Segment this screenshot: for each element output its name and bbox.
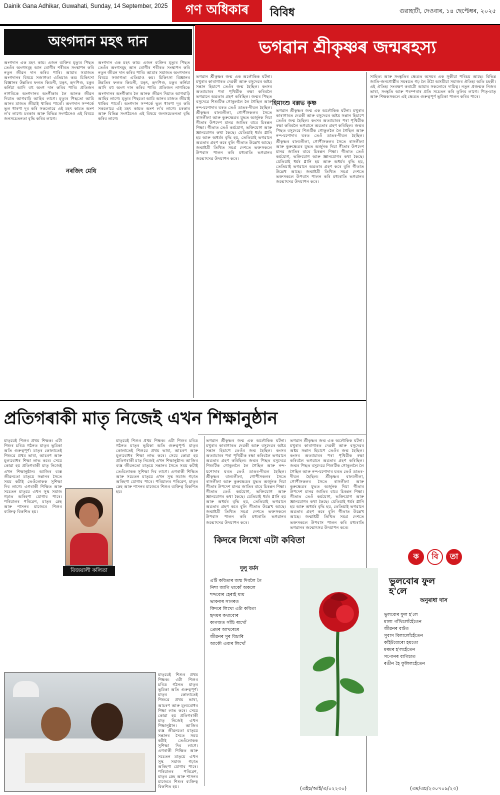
column-divider [204, 436, 205, 786]
poem2-lines: ভুলবোৰ ফুল হ'লে মালা গাঁথিলোঁহেঁতেন জীৱনৰ বাটত সুবাস বিলালোঁহেঁতেন কাঁইটবোৰো হয়তো মৰমৰ হ'লহেঁতেন সপোনৰ বাগিচাত ৰঙীন হৈ ফুলিলহেঁতেন [384, 613, 426, 667]
poem2-author: অনুৰাধা দাস [420, 598, 448, 604]
footer-code-right: (এম/এচ/২৩০৭০৯/২৩) [410, 786, 459, 792]
footer-code-left: (এইচ/আই/এ/০২২৩০) [300, 786, 347, 792]
masthead-date: গুৱাহাটী, দেওবাৰ, ১৪ ছেপ্টেম্বৰ, ২০২৫ [399, 8, 496, 15]
author-photo [65, 488, 113, 566]
krishna-author: হিমাংশু বল্লভ কৃষ্ণ [272, 100, 317, 107]
section-divider [198, 434, 366, 435]
organ-donation-author: নৰজিৎ মেধি [66, 168, 97, 175]
mother-child-photo [4, 672, 156, 792]
mother-article-body-col2: মাতৃয়েই শিশুৰ প্ৰথম শিক্ষক। এটা শিশুৰ চৰিত্ৰ গঠনত মাতৃৰ ভূমিকা অতি গুৰুত্বপূৰ্ণ। মাতৃৰ কোলাতেই শিশুৱে প্ৰথম ভাষা, আচৰণ আৰু মূল্যবোধৰ শিক্ষা লাভ কৰে। সেয়ে কোৱা হয় প্ৰতিগৰাকী মাতৃ নিজেই এখন শিক্ষানুষ্ঠান। আজিৰ ব্যস্ত জীৱনতো মাতৃয়ে সন্তানৰ সৈতে সময় কটাই তেওঁলোকক সুশিক্ষা দিব লাগে। এগৰাকী শিক্ষিত আৰু সচেতন মাতৃয়ে এখন সুস্থ সমাজ গঢ়াত অৰিহণা যোগাব পাৰে। পৰিয়ালৰ পৰিৱেশ, মাতৃৰ স্নেহ আৰু শাসনৰ মাজেৰে শিশুৰ ব্যক্তিত্ব বিকশিত হয়। [116, 438, 198, 494]
author-photo-caption: বিজয়ালী কলিতা [63, 566, 115, 576]
poem1-author: দুলু বৰ্মন [240, 566, 259, 572]
organ-donation-body-cont: অংগদান এক মহৎ কাম। এজন ব্যক্তিৰ মৃত্যুৰ পিছত তেওঁৰ অংগসমূহ আন ৰোগীৰ শৰীৰত সংস্থাপন কৰি নতুন জীৱন দান কৰিব পাৰি। আমাৰ সমাজত অংগদানৰ বিষয়ে সজাগতা এতিয়াও কম। চিকিৎসা বিজ্ঞানৰ উন্নতিৰ ফলত কিডনী, যকৃৎ, হৃদপিণ্ড, চকুৰ কৰ্নিয়া আদি বহু অংগ দান কৰিব পাৰি। প্ৰতিজন নাগৰিকে অংগদানৰ অংগীকাৰ লৈ আনক জীৱন দিয়াত আগবাঢ়ি আহিব লাগে। মৃত্যুৰ পিছতো আমি আনৰ মাজত জীয়াই থাকিব পাৰোঁ। অংগদান সম্পৰ্কে ভুল ধাৰণা দূৰ কৰি সকলোৱে এই মহৎ কামত অংশ ল'ব লাগে। চৰকাৰ আৰু বিভিন্ন সংগঠনেও এই বিষয়ে জনসচেতনতা বৃদ্ধি কৰিব লাগে। [98, 60, 190, 122]
mother-article-body-col3: মাতৃয়েই শিশুৰ প্ৰথম শিক্ষক। এটা শিশুৰ চৰিত্ৰ গঠনত মাতৃৰ ভূমিকা অতি গুৰুত্বপূৰ্ণ। মাতৃৰ কোলাতেই শিশুৱে প্ৰথম ভাষা, আচৰণ আৰু মূল্যবোধৰ শিক্ষা লাভ কৰে। সেয়ে কোৱা হয় প্ৰতিগৰাকী মাতৃ নিজেই এখন শিক্ষানুষ্ঠান। আজিৰ ব্যস্ত জীৱনতো মাতৃয়ে সন্তানৰ সৈতে সময় কটাই তেওঁলোকক সুশিক্ষা দিব লাগে। এগৰাকী শিক্ষিত আৰু সচেতন মাতৃয়ে এখন সুস্থ সমাজ গঢ়াত অৰিহণা যোগাব পাৰে। পৰিয়ালৰ পৰিৱেশ, মাতৃৰ স্নেহ আৰু শাসনৰ মাজেৰে শিশুৰ ব্যক্তিত্ব বিকশিত হয়। [158, 672, 198, 790]
section-label: বিবিধ [270, 6, 295, 19]
kobita-badge: ক বি তা [408, 549, 462, 565]
mother-article-headline[interactable]: প্ৰতিগৰাকী মাতৃ নিজেই এখন শিক্ষানুষ্ঠান [4, 409, 278, 429]
section-divider [0, 400, 366, 401]
krishna-body-col3: ভগৱান শ্ৰীকৃষ্ণৰ জন্ম এক অলৌকিক ঘটনা। মথুৰাৰ কাৰাগাৰত দেৱকী আৰু বসুদেৱৰ অষ্টম সন্তান হিচাপে তেওঁৰ জন্ম হৈছিল। কংসৰ অত্যাচাৰৰ পৰা পৃথিৱীক ৰক্ষা কৰিবলৈ ভগৱানে অৱতাৰ গ্ৰহণ কৰিছিল। জন্মৰ পিছত বসুদেৱে শিশুটিক গোকুললৈ লৈ গৈছিল আৰু নন্দ-যশোদাৰ ঘৰত তেওঁ ডাঙৰ-দীঘল হৈছিল। শ্ৰীকৃষ্ণৰ বাল্যলীলা, গোপীসকলৰ সৈতে ৰাসলীলা আৰু কুৰুক্ষেত্ৰৰ যুদ্ধত অৰ্জুনক দিয়া গীতাৰ উপদেশ মানৱ জাতিৰ বাবে চিৰন্তন শিক্ষা। গীতাত তেওঁ কৰ্মযোগ, ভক্তিযোগ আৰু জ্ঞানযোগৰ কথা কৈছে। যেতিয়াই ধৰ্মৰ গ্লানি হয় আৰু অধৰ্মৰ বৃদ্ধি হয়, তেতিয়াই ভগৱানে অৱতাৰ গ্ৰহণ কৰে বুলি গীতাত উল্লেখ আছে। জন্মাষ্টমী তিথিত সমগ্ৰ দেশতে ভক্তসকলে উপবাস পালন কৰি মধ্যৰাতি ভগৱানৰ জন্মোৎসৱ উদযাপন কৰে। [206, 438, 286, 525]
poem2-title[interactable]: ভুলবোৰ ফুল হ'লে [389, 577, 436, 597]
organ-donation-body: অংগদান এক মহৎ কাম। এজন ব্যক্তিৰ মৃত্যুৰ পিছত তেওঁৰ অংগসমূহ আন ৰোগীৰ শৰীৰত সংস্থাপন কৰি নতুন জীৱন দান কৰিব পাৰি। আমাৰ সমাজত অংগদানৰ বিষয়ে সজাগতা এতিয়াও কম। চিকিৎসা বিজ্ঞানৰ উন্নতিৰ ফলত কিডনী, যকৃৎ, হৃদপিণ্ড, চকুৰ কৰ্নিয়া আদি বহু অংগ দান কৰিব পাৰি। প্ৰতিজন নাগৰিকে অংগদানৰ অংগীকাৰ লৈ আনক জীৱন দিয়াত আগবাঢ়ি আহিব লাগে। মৃত্যুৰ পিছতো আমি আনৰ মাজত জীয়াই থাকিব পাৰোঁ। অংগদান সম্পৰ্কে ভুল ধাৰণা দূৰ কৰি সকলোৱে এই মহৎ কামত অংশ ল'ব লাগে। চৰকাৰ আৰু বিভিন্ন সংগঠনেও এই বিষয়ে জনসচেতনতা বৃদ্ধি কৰিব লাগে। [4, 60, 94, 122]
right-column-body: সাহিত্য আৰু সংস্কৃতিৰ ক্ষেত্ৰত অসমৰ এক সুকীয়া পৰিচয় আছে। বিভিন্ন জাতি-জনগোষ্ঠীৰ সমন্বয়ত গঢ় লৈ উঠা অসমীয়া সমাজৰ ঐতিহ্য অতি চহকী। এই ঐতিহ্য সংৰক্ষণ কৰাটো আমাৰ সকলোৰে দায়িত্ব। নতুন প্ৰজন্মক নিজৰ ভাষা, সংস্কৃতি আৰু পৰম্পৰাৰ প্ৰতি সচেতন কৰি তুলিব লাগে। পিতৃ-মাতৃ আৰু শিক্ষকসকলে এই ক্ষেত্ৰত গুৰুত্বপূৰ্ণ ভূমিকা পালন কৰিব পাৰে। [370, 74, 496, 100]
poem1-lines: এটি কবিতাৰ জন্ম দিবলৈ গৈ নিশা জাগি থাকোঁ অকলে শব্দবোৰ হেৰাই যায় ভাবনাৰ সাগৰত কিদৰে লিখো এটা কবিতা হৃদয়ৰ কথাবোৰ কাগজত সাঁচি ৰাখোঁ প্ৰেমৰ আখৰেৰে জীৱনৰ সুৰ বিচাৰি আকৌ এবাৰ লিখোঁ [210, 579, 262, 647]
krishna-body-col2: ভগৱান শ্ৰীকৃষ্ণৰ জন্ম এক অলৌকিক ঘটনা। মথুৰাৰ কাৰাগাৰত দেৱকী আৰু বসুদেৱৰ অষ্টম সন্তান হিচাপে তেওঁৰ জন্ম হৈছিল। কংসৰ অত্যাচাৰৰ পৰা পৃথিৱীক ৰক্ষা কৰিবলৈ ভগৱানে অৱতাৰ গ্ৰহণ কৰিছিল। জন্মৰ পিছত বসুদেৱে শিশুটিক গোকুললৈ লৈ গৈছিল আৰু নন্দ-যশোদাৰ ঘৰত তেওঁ ডাঙৰ-দীঘল হৈছিল। শ্ৰীকৃষ্ণৰ বাল্যলীলা, গোপীসকলৰ সৈতে ৰাসলীলা আৰু কুৰুক্ষেত্ৰৰ যুদ্ধত অৰ্জুনক দিয়া গীতাৰ উপদেশ মানৱ জাতিৰ বাবে চিৰন্তন শিক্ষা। গীতাত তেওঁ কৰ্মযোগ, ভক্তিযোগ আৰু জ্ঞানযোগৰ কথা কৈছে। যেতিয়াই ধৰ্মৰ গ্লানি হয় আৰু অধৰ্মৰ বৃদ্ধি হয়, তেতিয়াই ভগৱানে অৱতাৰ গ্ৰহণ কৰে বুলি গীতাত উল্লেখ আছে। জন্মাষ্টমী তিথিত সমগ্ৰ দেশতে ভক্তসকলে উপবাস পালন কৰি মধ্যৰাতি ভগৱানৰ জন্মোৎসৱ উদযাপন কৰে। [276, 108, 364, 185]
masthead [0, 0, 500, 26]
mother-article-body-col1: মাতৃয়েই শিশুৰ প্ৰথম শিক্ষক। এটা শিশুৰ চৰিত্ৰ গঠনত মাতৃৰ ভূমিকা অতি গুৰুত্বপূৰ্ণ। মাতৃৰ কোলাতেই শিশুৱে প্ৰথম ভাষা, আচৰণ আৰু মূল্যবোধৰ শিক্ষা লাভ কৰে। সেয়ে কোৱা হয় প্ৰতিগৰাকী মাতৃ নিজেই এখন শিক্ষানুষ্ঠান। আজিৰ ব্যস্ত জীৱনতো মাতৃয়ে সন্তানৰ সৈতে সময় কটাই তেওঁলোকক সুশিক্ষা দিব লাগে। এগৰাকী শিক্ষিত আৰু সচেতন মাতৃয়ে এখন সুস্থ সমাজ গঢ়াত অৰিহণা যোগাব পাৰে। পৰিয়ালৰ পৰিৱেশ, মাতৃৰ স্নেহ আৰু শাসনৰ মাজেৰে শিশুৰ ব্যক্তিত্ব বিকশিত হয়। [4, 438, 62, 515]
newspaper-logo[interactable]: গণ অধিকাৰ [172, 0, 262, 22]
rose-illustration [300, 568, 378, 736]
masthead-dateline: Dainik Gana Adhikar, Guwahati, Sunday, 14 September, 2025 [4, 4, 168, 10]
krishna-body-col4: ভগৱান শ্ৰীকৃষ্ণৰ জন্ম এক অলৌকিক ঘটনা। মথুৰাৰ কাৰাগাৰত দেৱকী আৰু বসুদেৱৰ অষ্টম সন্তান হিচাপে তেওঁৰ জন্ম হৈছিল। কংসৰ অত্যাচাৰৰ পৰা পৃথিৱীক ৰক্ষা কৰিবলৈ ভগৱানে অৱতাৰ গ্ৰহণ কৰিছিল। জন্মৰ পিছত বসুদেৱে শিশুটিক গোকুললৈ লৈ গৈছিল আৰু নন্দ-যশোদাৰ ঘৰত তেওঁ ডাঙৰ-দীঘল হৈছিল। শ্ৰীকৃষ্ণৰ বাল্যলীলা, গোপীসকলৰ সৈতে ৰাসলীলা আৰু কুৰুক্ষেত্ৰৰ যুদ্ধত অৰ্জুনক দিয়া গীতাৰ উপদেশ মানৱ জাতিৰ বাবে চিৰন্তন শিক্ষা। গীতাত তেওঁ কৰ্মযোগ, ভক্তিযোগ আৰু জ্ঞানযোগৰ কথা কৈছে। যেতিয়াই ধৰ্মৰ গ্লানি হয় আৰু অধৰ্মৰ বৃদ্ধি হয়, তেতিয়াই ভগৱানে অৱতাৰ গ্ৰহণ কৰে বুলি গীতাত উল্লেখ আছে। জন্মাষ্টমী তিথিত সমগ্ৰ দেশতে ভক্তসকলে উপবাস পালন কৰি মধ্যৰাতি ভগৱানৰ জন্মোৎসৱ উদযাপন কৰে। [290, 438, 364, 530]
column-divider [193, 26, 194, 398]
krishna-headline[interactable]: ভগৱান শ্ৰীকৃষ্ণৰ জন্মৰহস্য [195, 25, 500, 71]
poem1-title[interactable]: কিদৰে লিখো এটা কবিতা [214, 536, 305, 546]
krishna-body-col1: ভগৱান শ্ৰীকৃষ্ণৰ জন্ম এক অলৌকিক ঘটনা। মথুৰাৰ কাৰাগাৰত দেৱকী আৰু বসুদেৱৰ অষ্টম সন্তান হিচাপে তেওঁৰ জন্ম হৈছিল। কংসৰ অত্যাচাৰৰ পৰা পৃথিৱীক ৰক্ষা কৰিবলৈ ভগৱানে অৱতাৰ গ্ৰহণ কৰিছিল। জন্মৰ পিছত বসুদেৱে শিশুটিক গোকুললৈ লৈ গৈছিল আৰু নন্দ-যশোদাৰ ঘৰত তেওঁ ডাঙৰ-দীঘল হৈছিল। শ্ৰীকৃষ্ণৰ বাল্যলীলা, গোপীসকলৰ সৈতে ৰাসলীলা আৰু কুৰুক্ষেত্ৰৰ যুদ্ধত অৰ্জুনক দিয়া গীতাৰ উপদেশ মানৱ জাতিৰ বাবে চিৰন্তন শিক্ষা। গীতাত তেওঁ কৰ্মযোগ, ভক্তিযোগ আৰু জ্ঞানযোগৰ কথা কৈছে। যেতিয়াই ধৰ্মৰ গ্লানি হয় আৰু অধৰ্মৰ বৃদ্ধি হয়, তেতিয়াই ভগৱানে অৱতাৰ গ্ৰহণ কৰে বুলি গীতাত উল্লেখ আছে। জন্মাষ্টমী তিথিত সমগ্ৰ দেশতে ভক্তসকলে উপবাস পালন কৰি মধ্যৰাতি ভগৱানৰ জন্মোৎসৱ উদযাপন কৰে। [196, 74, 272, 161]
organ-donation-headline[interactable]: অংগদান মহৎ দান [4, 29, 192, 55]
